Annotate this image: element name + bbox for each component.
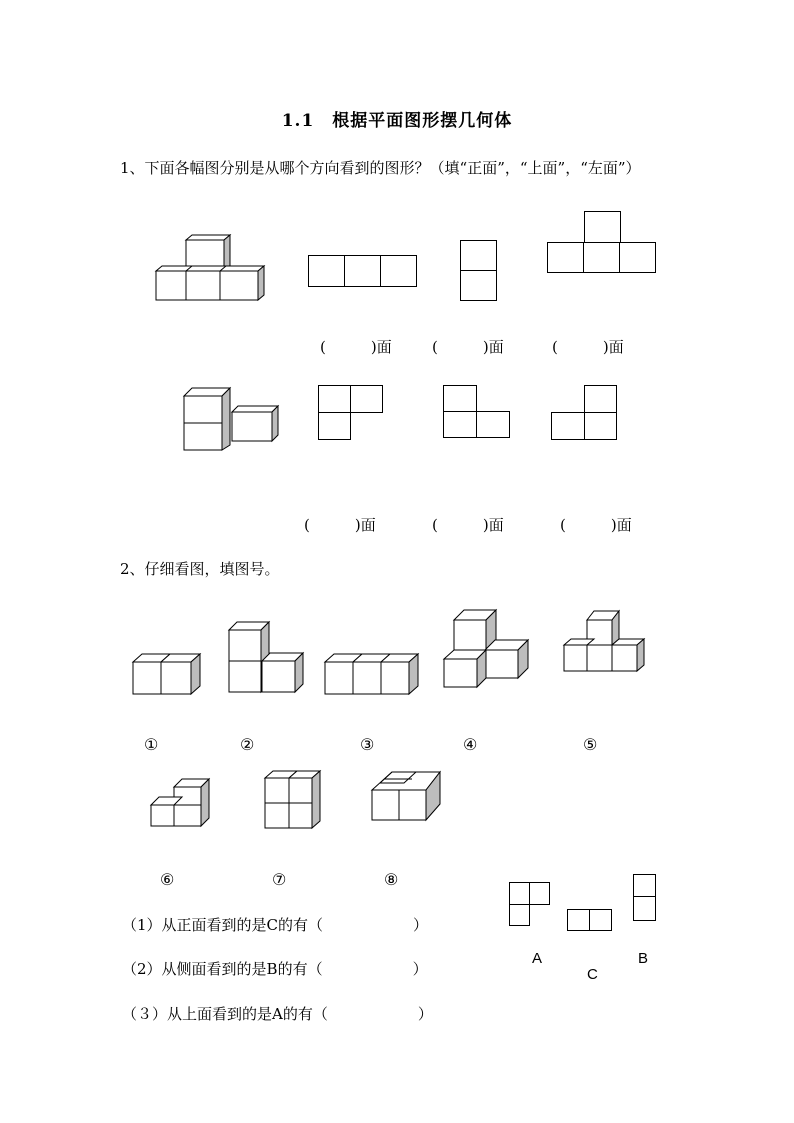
view-shape-b (633, 874, 659, 924)
q2-solid-1 (130, 650, 205, 698)
question-2-text: 2、仔细看图，填图号。 (120, 560, 280, 578)
q1-blank-5[interactable]: ( )面 (432, 516, 504, 534)
q2-label-2: ② (240, 735, 255, 754)
q2-label-3: ③ (360, 735, 375, 754)
q1-solid-figure-5 (180, 385, 285, 455)
q2-subquestion-2[interactable]: （2）从侧面看到的是B的有（ ） (122, 960, 428, 978)
q1-blank-3[interactable]: ( )面 (552, 338, 624, 356)
view-label-b: B (638, 950, 649, 967)
q2-subquestion-3[interactable]: （３）从上面看到的是A的有（ ） (122, 1005, 433, 1023)
q2-subquestion-1[interactable]: （1）从正面看到的是C的有（ ） (122, 916, 429, 934)
view-label-a: A (532, 950, 543, 967)
view-shape-c (567, 909, 615, 933)
q1-solid-figure-1 (150, 235, 270, 305)
q2-solid-7 (262, 770, 324, 832)
q2-solid-2 (225, 620, 310, 696)
q1-view-figure-6 (318, 385, 386, 443)
q2-label-7: ⑦ (272, 870, 287, 889)
q1-blank-1[interactable]: ( )面 (320, 338, 392, 356)
q1-blank-2[interactable]: ( )面 (432, 338, 504, 356)
q2-label-8: ⑧ (384, 870, 399, 889)
q2-solid-4 (440, 606, 535, 692)
q1-view-figure-2 (308, 255, 418, 290)
q2-solid-3 (322, 650, 424, 698)
q2-solid-8 (370, 770, 445, 825)
q1-view-figure-3 (460, 240, 500, 302)
q2-label-5: ⑤ (583, 735, 598, 754)
q2-solid-6 (148, 778, 213, 830)
q1-view-figure-8 (551, 385, 621, 443)
view-shape-a (509, 882, 553, 928)
view-label-c: C (587, 966, 598, 983)
q2-label-4: ④ (463, 735, 478, 754)
q2-label-6: ⑥ (160, 870, 175, 889)
q1-blank-4[interactable]: ( )面 (304, 516, 376, 534)
q1-view-figure-4 (547, 211, 659, 275)
q1-view-figure-7 (443, 385, 513, 441)
q2-label-1: ① (144, 735, 159, 754)
q1-blank-6[interactable]: ( )面 (560, 516, 632, 534)
q2-solid-5 (560, 605, 655, 675)
page-title: 1.1 根据平面图形摆几何体 (281, 111, 513, 131)
question-1-text: 1、下面各幅图分别是从哪个方向看到的图形？（填“正面”，“上面”，“左面”） (120, 159, 641, 177)
